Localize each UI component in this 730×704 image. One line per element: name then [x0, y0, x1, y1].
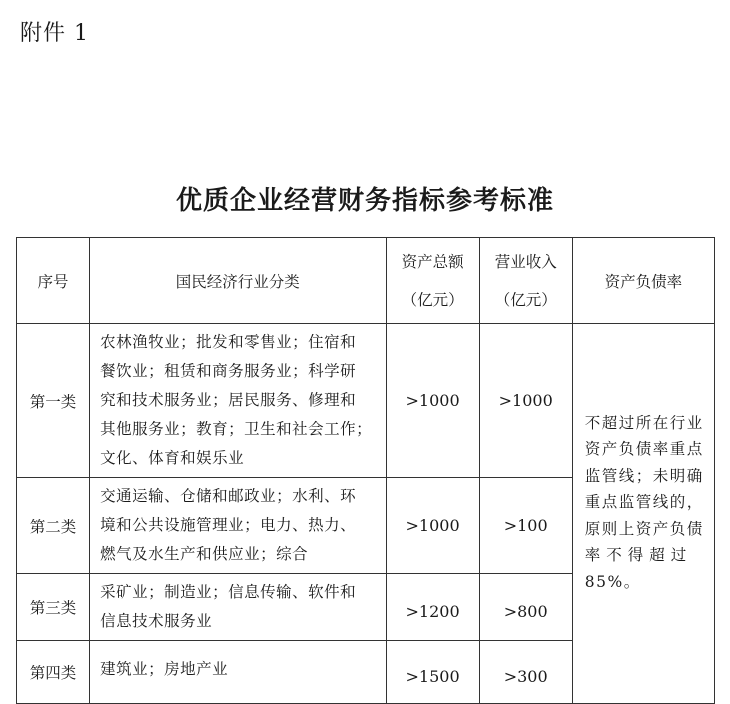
- category-line: 交通运输、仓储和邮政业；水利、环: [100, 487, 357, 505]
- row-index: 第二类: [17, 478, 90, 574]
- table-row: [17, 324, 715, 478]
- category-line: 采矿业；制造业；信息传输、软件和: [100, 583, 357, 601]
- header-revenue-line2: （亿元）: [494, 290, 557, 309]
- header-revenue-line1: 营业收入: [494, 252, 557, 271]
- category-line: 燃气及水生产和供应业；综合: [100, 545, 309, 563]
- row-total-assets: >1200: [386, 574, 479, 641]
- row-revenue: >300: [479, 641, 572, 704]
- category-line: 文化、体育和娱乐业: [100, 449, 245, 467]
- financial-indicator-table: [16, 237, 715, 704]
- category-line: 究和技术服务业；居民服务、修理和: [100, 391, 357, 409]
- row-category: [90, 478, 386, 574]
- debt-ratio-line: 85%。: [584, 572, 641, 591]
- header-index: 序号: [17, 238, 90, 324]
- category-line: 农林渔牧业；批发和零售业；住宿和: [100, 333, 357, 351]
- row-total-assets: >1000: [386, 478, 479, 574]
- debt-ratio-line: 原则上资产负债: [584, 519, 704, 538]
- header-total-assets: [386, 238, 479, 324]
- header-total-assets-line2: （亿元）: [401, 290, 464, 309]
- debt-ratio-line: 率不得超过: [584, 546, 693, 565]
- header-debt-ratio: 资产负债率: [572, 238, 714, 324]
- category-line: 信息技术服务业: [100, 612, 213, 630]
- row-revenue: >800: [479, 574, 572, 641]
- debt-ratio-line: 监管线；未明确: [584, 466, 704, 485]
- row-total-assets: >1500: [386, 641, 479, 704]
- row-index: 第一类: [17, 324, 90, 478]
- row-revenue: >1000: [479, 324, 572, 478]
- row-index: 第四类: [17, 641, 90, 704]
- row-category: [90, 574, 386, 641]
- document-title: 优质企业经营财务指标参考标准: [175, 186, 554, 216]
- row-index: 第三类: [17, 574, 90, 641]
- header-revenue: [479, 238, 572, 324]
- category-line: 境和公共设施管理业；电力、热力、: [100, 516, 357, 534]
- header-category: 国民经济行业分类: [90, 238, 386, 324]
- row-total-assets: >1000: [386, 324, 479, 478]
- debt-ratio-note: [572, 324, 714, 704]
- row-category: [90, 324, 386, 478]
- category-line: 建筑业；房地产业: [100, 660, 229, 678]
- debt-ratio-line: 不超过所在行业: [584, 413, 704, 432]
- debt-ratio-line: 资产负债率重点: [584, 440, 704, 459]
- row-category: [90, 641, 386, 704]
- table-header-row: [17, 238, 715, 324]
- debt-ratio-line: 重点监管线的，: [584, 493, 704, 512]
- row-revenue: >100: [479, 478, 572, 574]
- category-line: 餐饮业；租赁和商务服务业；科学研: [100, 362, 357, 380]
- category-line: 其他服务业；教育；卫生和社会工作；: [100, 420, 373, 438]
- header-total-assets-line1: 资产总额: [401, 252, 464, 271]
- attachment-label: 附件 1: [20, 21, 89, 46]
